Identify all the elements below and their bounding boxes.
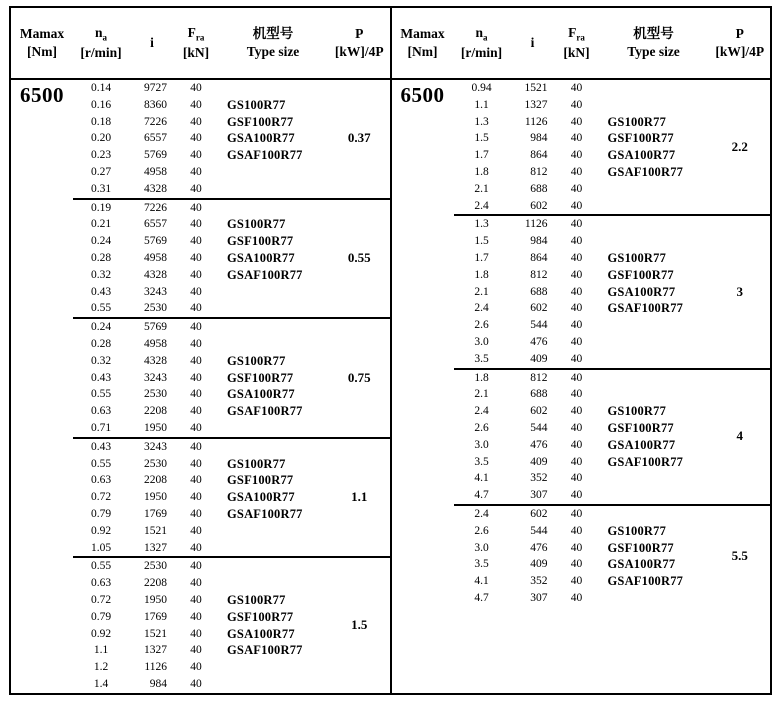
type-size-label: GSF100R77 bbox=[607, 540, 674, 555]
i-value: 1521 bbox=[144, 627, 167, 640]
power-block bbox=[73, 437, 390, 557]
fra-value: 40 bbox=[190, 302, 202, 315]
type-size-label: GSA100R77 bbox=[607, 284, 676, 299]
na-value: 3.5 bbox=[474, 558, 489, 571]
fra-value: 40 bbox=[190, 474, 202, 487]
fra-value: 40 bbox=[190, 627, 202, 640]
p-value: 5.5 bbox=[731, 547, 748, 563]
type-size-label: GSA100R77 bbox=[227, 250, 295, 265]
fra-value: 40 bbox=[190, 524, 202, 537]
col-header-mamax: Mamax [Nm] bbox=[19, 26, 65, 59]
power-block bbox=[454, 80, 771, 214]
na-value: 3.0 bbox=[474, 541, 489, 554]
fra-value: 40 bbox=[570, 489, 583, 502]
i-value: 7226 bbox=[144, 115, 167, 128]
na-value: 0.14 bbox=[90, 82, 112, 94]
fra-value: 40 bbox=[190, 440, 202, 453]
na-value: 2.4 bbox=[474, 507, 489, 520]
i-value: 544 bbox=[530, 319, 548, 332]
power-block bbox=[454, 214, 771, 367]
type-size-label: GS100R77 bbox=[607, 250, 667, 265]
i-value: 476 bbox=[530, 438, 548, 451]
type-size-label: GSA100R77 bbox=[607, 437, 676, 452]
i-value: 6557 bbox=[144, 218, 167, 231]
i-value: 688 bbox=[530, 388, 548, 401]
power-block bbox=[73, 317, 390, 437]
i-value: 4328 bbox=[144, 268, 167, 281]
na-value: 1.4 bbox=[93, 677, 109, 690]
na-value: 0.20 bbox=[90, 132, 112, 145]
na-value: 0.55 bbox=[90, 302, 112, 315]
fra-value: 40 bbox=[190, 201, 202, 214]
na-value: 1.1 bbox=[93, 644, 109, 657]
i-value: 409 bbox=[530, 558, 548, 571]
i-value: 1327 bbox=[144, 644, 167, 657]
fra-value: 40 bbox=[190, 560, 202, 573]
fra-value: 40 bbox=[570, 132, 583, 145]
na-value: 0.16 bbox=[90, 98, 112, 111]
i-value: 5769 bbox=[144, 321, 167, 334]
na-value: 3.5 bbox=[474, 455, 489, 468]
power-block bbox=[73, 80, 390, 198]
type-size-label: GSF100R77 bbox=[227, 370, 294, 385]
fra-value: 40 bbox=[570, 285, 583, 298]
fra-value: 40 bbox=[190, 98, 202, 111]
na-value: 2.1 bbox=[474, 388, 489, 401]
i-value: 6557 bbox=[144, 132, 167, 145]
fra-value: 40 bbox=[190, 577, 202, 590]
i-value: 1126 bbox=[144, 661, 167, 674]
type-size-label: GSF100R77 bbox=[227, 234, 294, 249]
type-size-label: GS100R77 bbox=[227, 97, 286, 112]
i-value: 409 bbox=[530, 455, 548, 468]
i-value: 352 bbox=[530, 472, 548, 485]
i-value: 2530 bbox=[144, 560, 167, 573]
na-value: 0.92 bbox=[90, 627, 112, 640]
spec-table-left bbox=[11, 8, 392, 693]
na-value: 1.8 bbox=[474, 165, 489, 178]
i-value: 1126 bbox=[524, 218, 548, 231]
i-value: 1521 bbox=[524, 82, 548, 94]
p-value: 1.1 bbox=[351, 489, 368, 505]
type-size-label: GSF100R77 bbox=[227, 609, 294, 624]
na-value: 3.0 bbox=[474, 335, 489, 348]
spec-table-right bbox=[392, 8, 771, 693]
i-value: 2530 bbox=[144, 457, 167, 470]
type-size-label: GSAF100R77 bbox=[227, 404, 303, 419]
i-value: 544 bbox=[530, 524, 548, 537]
i-value: 602 bbox=[530, 507, 548, 520]
power-block bbox=[73, 198, 390, 318]
i-value: 8360 bbox=[144, 98, 167, 111]
na-value: 0.55 bbox=[90, 560, 112, 573]
fra-value: 40 bbox=[190, 132, 202, 145]
type-size-label: GSA100R77 bbox=[607, 557, 676, 572]
type-size-label: GSAF100R77 bbox=[607, 301, 684, 316]
fra-value: 40 bbox=[570, 438, 583, 451]
i-value: 544 bbox=[530, 421, 548, 434]
col-header-type-size: 机型号 Type size bbox=[627, 26, 680, 59]
fra-value: 40 bbox=[570, 149, 583, 162]
na-value: 1.05 bbox=[90, 541, 112, 554]
na-value: 0.24 bbox=[90, 235, 112, 248]
na-value: 3.0 bbox=[474, 438, 489, 451]
fra-value: 40 bbox=[570, 115, 583, 128]
na-value: 1.1 bbox=[474, 98, 489, 111]
type-size-label: GS100R77 bbox=[227, 217, 286, 232]
na-value: 0.21 bbox=[90, 218, 112, 231]
type-size-label: GSAF100R77 bbox=[227, 643, 303, 658]
fra-value: 40 bbox=[570, 388, 583, 401]
na-value: 0.79 bbox=[90, 610, 112, 623]
mamax-column bbox=[392, 80, 454, 693]
table-header bbox=[392, 8, 771, 80]
table-header bbox=[11, 8, 390, 80]
gear-unit-spec-table bbox=[9, 6, 772, 695]
na-value: 1.5 bbox=[474, 132, 489, 145]
na-value: 0.63 bbox=[90, 577, 112, 590]
na-value: 2.6 bbox=[474, 319, 489, 332]
i-value: 1950 bbox=[144, 491, 167, 504]
na-value: 1.2 bbox=[93, 661, 109, 674]
na-value: 0.63 bbox=[90, 474, 112, 487]
na-value: 0.72 bbox=[90, 593, 112, 606]
na-value: 2.4 bbox=[474, 302, 489, 315]
i-value: 602 bbox=[530, 199, 548, 212]
p-value: 4 bbox=[736, 428, 743, 444]
i-value: 688 bbox=[530, 285, 548, 298]
i-value: 7226 bbox=[144, 201, 167, 214]
i-value: 1521 bbox=[144, 524, 167, 537]
i-value: 1327 bbox=[524, 98, 548, 111]
na-value: 0.32 bbox=[90, 268, 112, 281]
fra-value: 40 bbox=[570, 82, 583, 94]
fra-value: 40 bbox=[190, 337, 202, 350]
power-blocks bbox=[73, 80, 390, 693]
fra-value: 40 bbox=[570, 251, 583, 264]
fra-value: 40 bbox=[190, 661, 202, 674]
na-value: 0.23 bbox=[90, 149, 112, 162]
na-value: 1.8 bbox=[474, 371, 489, 384]
table-body bbox=[392, 80, 771, 693]
power-block bbox=[454, 368, 771, 504]
power-blocks bbox=[454, 80, 771, 693]
i-value: 984 bbox=[530, 235, 548, 248]
i-value: 864 bbox=[530, 251, 548, 264]
na-value: 0.43 bbox=[90, 285, 112, 298]
i-value: 4958 bbox=[144, 251, 167, 264]
fra-value: 40 bbox=[190, 82, 202, 94]
type-size-label: GS100R77 bbox=[227, 456, 286, 471]
type-size-label: GS100R77 bbox=[607, 523, 667, 538]
fra-value: 40 bbox=[570, 371, 583, 384]
na-value: 3.5 bbox=[474, 352, 489, 365]
i-value: 2530 bbox=[144, 302, 167, 315]
type-size-label: GSF100R77 bbox=[227, 473, 294, 488]
fra-value: 40 bbox=[570, 165, 583, 178]
type-size-label: GSAF100R77 bbox=[607, 164, 684, 179]
na-value: 0.63 bbox=[90, 405, 112, 418]
i-value: 984 bbox=[530, 132, 548, 145]
fra-value: 40 bbox=[190, 182, 202, 195]
fra-value: 40 bbox=[570, 235, 583, 248]
na-value: 0.71 bbox=[90, 421, 112, 434]
i-value: 307 bbox=[530, 489, 548, 502]
na-value: 0.94 bbox=[471, 82, 492, 94]
fra-value: 40 bbox=[190, 165, 202, 178]
na-value: 0.32 bbox=[90, 354, 112, 367]
fra-value: 40 bbox=[570, 319, 583, 332]
fra-value: 40 bbox=[570, 591, 583, 604]
i-value: 5769 bbox=[144, 235, 167, 248]
mamax-column bbox=[11, 80, 73, 693]
fra-value: 40 bbox=[570, 352, 583, 365]
na-value: 2.1 bbox=[474, 182, 489, 195]
na-value: 2.4 bbox=[474, 405, 489, 418]
na-value: 4.7 bbox=[474, 591, 489, 604]
na-value: 0.31 bbox=[90, 182, 112, 195]
type-size-label: GSAF100R77 bbox=[607, 574, 684, 589]
na-value: 1.5 bbox=[474, 235, 489, 248]
fra-value: 40 bbox=[570, 472, 583, 485]
i-value: 3243 bbox=[144, 285, 167, 298]
i-value: 2530 bbox=[144, 388, 167, 401]
p-value: 3 bbox=[736, 283, 743, 299]
fra-value: 40 bbox=[190, 285, 202, 298]
i-value: 4958 bbox=[144, 337, 167, 350]
table-body bbox=[11, 80, 390, 693]
type-size-label: GSA100R77 bbox=[227, 387, 295, 402]
na-value: 1.7 bbox=[474, 251, 489, 264]
p-value: 0.37 bbox=[347, 130, 371, 146]
na-value: 0.72 bbox=[90, 491, 112, 504]
na-value: 0.19 bbox=[90, 201, 112, 214]
fra-value: 40 bbox=[190, 491, 202, 504]
i-value: 476 bbox=[530, 541, 548, 554]
fra-value: 40 bbox=[570, 524, 583, 537]
fra-value: 40 bbox=[190, 371, 202, 384]
type-size-label: GSAF100R77 bbox=[227, 148, 303, 163]
i-value: 1950 bbox=[144, 421, 167, 434]
type-size-label: GSF100R77 bbox=[607, 420, 674, 435]
na-value: 0.18 bbox=[90, 115, 112, 128]
type-size-label: GSAF100R77 bbox=[607, 454, 684, 469]
power-block bbox=[73, 556, 390, 693]
type-size-label: GSA100R77 bbox=[227, 626, 295, 641]
fra-value: 40 bbox=[190, 268, 202, 281]
fra-value: 40 bbox=[190, 610, 202, 623]
i-value: 9727 bbox=[144, 82, 167, 94]
na-value: 0.27 bbox=[90, 165, 112, 178]
i-value: 3243 bbox=[144, 440, 167, 453]
fra-value: 40 bbox=[190, 251, 202, 264]
fra-value: 40 bbox=[570, 455, 583, 468]
fra-value: 40 bbox=[190, 457, 202, 470]
fra-value: 40 bbox=[570, 335, 583, 348]
na-value: 0.43 bbox=[90, 440, 112, 453]
fra-value: 40 bbox=[570, 98, 583, 111]
type-size-label: GSA100R77 bbox=[227, 490, 295, 505]
type-size-label: GSF100R77 bbox=[227, 114, 294, 129]
na-value: 1.3 bbox=[474, 218, 489, 231]
i-value: 2208 bbox=[144, 405, 167, 418]
p-value: 1.5 bbox=[351, 617, 368, 633]
na-value: 0.28 bbox=[90, 337, 112, 350]
type-size-label: GS100R77 bbox=[607, 404, 667, 419]
mamax-value: 6500 bbox=[20, 83, 64, 107]
na-value: 0.79 bbox=[90, 507, 112, 520]
col-header-type-size: 机型号 Type size bbox=[246, 26, 300, 59]
col-header-power: P [kW]/4P bbox=[715, 26, 765, 59]
type-size-label: GSA100R77 bbox=[227, 131, 295, 146]
type-size-label: GS100R77 bbox=[607, 114, 667, 129]
na-value: 1.7 bbox=[474, 149, 489, 162]
fra-value: 40 bbox=[570, 302, 583, 315]
fra-value: 40 bbox=[570, 541, 583, 554]
fra-value: 40 bbox=[190, 354, 202, 367]
fra-value: 40 bbox=[570, 182, 583, 195]
p-value: 0.55 bbox=[347, 249, 371, 265]
fra-value: 40 bbox=[570, 199, 583, 212]
i-value: 5769 bbox=[144, 149, 167, 162]
fra-value: 40 bbox=[190, 593, 202, 606]
na-value: 4.7 bbox=[474, 489, 489, 502]
i-value: 812 bbox=[530, 165, 548, 178]
type-size-label: GS100R77 bbox=[227, 592, 286, 607]
i-value: 812 bbox=[530, 268, 548, 281]
col-header-na: $n_a$ [r/min] bbox=[460, 25, 503, 61]
i-value: 1769 bbox=[144, 610, 167, 623]
fra-value: 40 bbox=[190, 115, 202, 128]
fra-value: 40 bbox=[190, 405, 202, 418]
col-header-i: i bbox=[150, 35, 154, 51]
i-value: 1126 bbox=[524, 115, 548, 128]
na-value: 4.1 bbox=[474, 575, 489, 588]
na-value: 2.6 bbox=[474, 421, 489, 434]
fra-value: 40 bbox=[570, 268, 583, 281]
i-value: 812 bbox=[530, 371, 548, 384]
fra-value: 40 bbox=[570, 558, 583, 571]
na-value: 0.43 bbox=[90, 371, 112, 384]
fra-value: 40 bbox=[570, 421, 583, 434]
i-value: 307 bbox=[530, 591, 548, 604]
type-size-label: GS100R77 bbox=[227, 353, 286, 368]
fra-value: 40 bbox=[190, 541, 202, 554]
i-value: 4328 bbox=[144, 354, 167, 367]
fra-value: 40 bbox=[190, 388, 202, 401]
i-value: 864 bbox=[530, 149, 548, 162]
p-value: 0.75 bbox=[347, 369, 371, 385]
mamax-value: 6500 bbox=[400, 83, 445, 107]
i-value: 352 bbox=[530, 575, 548, 588]
p-value: 2.2 bbox=[731, 138, 748, 154]
i-value: 3243 bbox=[144, 371, 167, 384]
col-header-power: P [kW]/4P bbox=[334, 26, 384, 59]
type-size-label: GSA100R77 bbox=[607, 148, 676, 163]
type-size-label: GSAF100R77 bbox=[227, 267, 303, 282]
i-value: 2208 bbox=[144, 474, 167, 487]
i-value: 476 bbox=[530, 335, 548, 348]
na-value: 2.1 bbox=[474, 285, 489, 298]
fra-value: 40 bbox=[190, 677, 202, 690]
fra-value: 40 bbox=[190, 235, 202, 248]
i-value: 688 bbox=[530, 182, 548, 195]
col-header-fra: $F_{ra}$ [kN] bbox=[182, 25, 210, 61]
na-value: 4.1 bbox=[474, 472, 489, 485]
na-value: 1.3 bbox=[474, 115, 489, 128]
na-value: 0.55 bbox=[90, 388, 112, 401]
type-size-label: GSF100R77 bbox=[607, 267, 674, 282]
fra-value: 40 bbox=[190, 218, 202, 231]
i-value: 602 bbox=[530, 302, 548, 315]
na-value: 2.6 bbox=[474, 524, 489, 537]
fra-value: 40 bbox=[570, 218, 583, 231]
fra-value: 40 bbox=[570, 575, 583, 588]
fra-value: 40 bbox=[190, 644, 202, 657]
i-value: 2208 bbox=[144, 577, 167, 590]
i-value: 1769 bbox=[144, 507, 167, 520]
power-block bbox=[454, 504, 771, 693]
i-value: 4328 bbox=[144, 182, 167, 195]
fra-value: 40 bbox=[190, 321, 202, 334]
na-value: 0.24 bbox=[90, 321, 112, 334]
i-value: 602 bbox=[530, 405, 548, 418]
fra-value: 40 bbox=[570, 405, 583, 418]
col-header-fra: $F_{ra}$ [kN] bbox=[563, 25, 590, 61]
na-value: 0.55 bbox=[90, 457, 112, 470]
na-value: 0.92 bbox=[90, 524, 112, 537]
fra-value: 40 bbox=[190, 507, 202, 520]
fra-value: 40 bbox=[570, 507, 583, 520]
type-size-label: GSF100R77 bbox=[607, 131, 674, 146]
col-header-i: i bbox=[530, 35, 535, 51]
fra-value: 40 bbox=[190, 421, 202, 434]
fra-value: 40 bbox=[190, 149, 202, 162]
i-value: 984 bbox=[149, 677, 167, 690]
na-value: 0.28 bbox=[90, 251, 112, 264]
na-value: 1.8 bbox=[474, 268, 489, 281]
col-header-mamax: Mamax [Nm] bbox=[400, 26, 445, 59]
i-value: 409 bbox=[530, 352, 548, 365]
i-value: 4958 bbox=[144, 165, 167, 178]
na-value: 2.4 bbox=[474, 199, 489, 212]
i-value: 1327 bbox=[144, 541, 167, 554]
i-value: 1950 bbox=[144, 593, 167, 606]
col-header-na: $n_a$ [r/min] bbox=[80, 25, 122, 61]
type-size-label: GSAF100R77 bbox=[227, 506, 303, 521]
